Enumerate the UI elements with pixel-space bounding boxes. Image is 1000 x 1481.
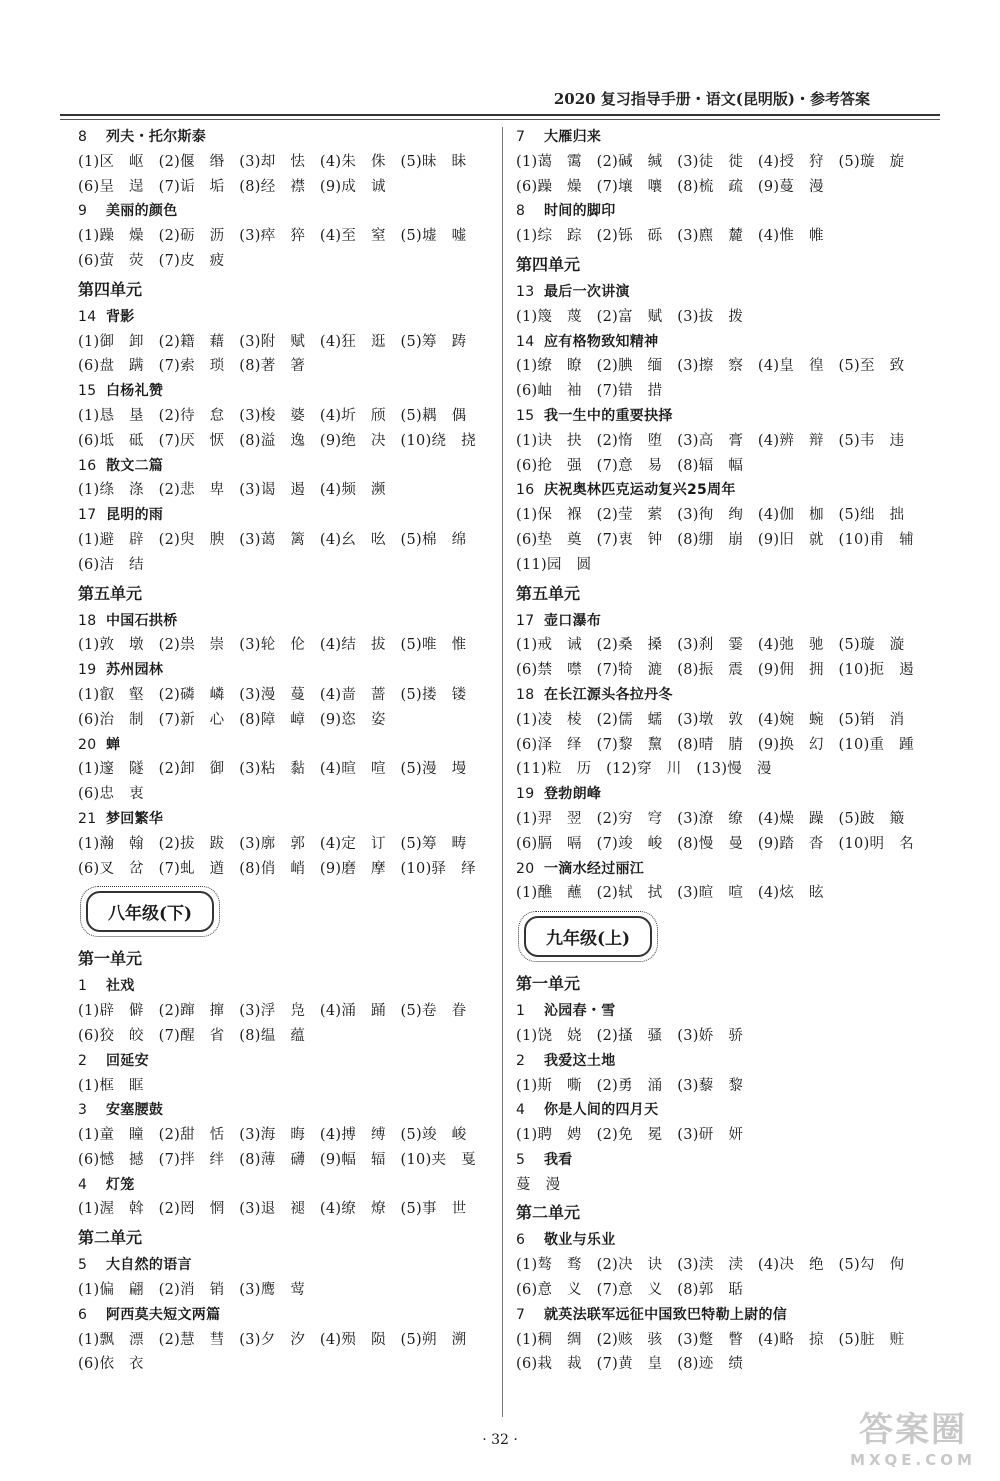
grade-banner <box>516 906 934 968</box>
lesson-heading <box>516 1148 934 1173</box>
lesson-title: 散文二篇 <box>106 457 164 474</box>
answer-line: (1)叡 壑 (2)磷 嶙 (3)漫 蔓 (4)啬 蔷 (5)搂 镂 <box>78 686 467 703</box>
lesson-number: 4 <box>78 1176 88 1193</box>
lesson-title: 我爱这土地 <box>544 1052 616 1069</box>
lesson-title: 大自然的语言 <box>106 1257 192 1274</box>
lesson-number: 18 <box>78 612 97 629</box>
lesson-title: 中国石拱桥 <box>106 612 178 629</box>
lesson-heading <box>516 857 934 882</box>
answer-line: (6)意 义 (7)意 义 (8)郭 聒 <box>516 1282 744 1299</box>
lesson-title: 回延安 <box>106 1052 149 1069</box>
lesson-heading <box>78 305 496 330</box>
header-rule <box>60 114 940 116</box>
answer-line: (6)垫 奠 (7)衷 钟 (8)绷 崩 (9)旧 就 (10)甫 辅 <box>516 531 914 548</box>
lesson-title: 苏州园林 <box>106 662 164 679</box>
lesson-heading <box>516 1303 934 1328</box>
lesson-number: 19 <box>78 662 97 679</box>
unit-heading: 第五单元 <box>516 583 581 603</box>
lesson-number: 21 <box>78 810 97 827</box>
answer-line: (1)飘 漂 (2)慧 彗 (3)夕 汐 (4)殒 陨 (5)朔 溯 <box>78 1331 467 1348</box>
lesson-heading <box>78 807 496 832</box>
lesson-title: 大雁归来 <box>544 129 602 145</box>
answer-line: (1)御 卸 (2)籍 藉 (3)附 赋 (4)狂 逛 (5)筹 踌 <box>78 333 467 350</box>
unit-heading: 第四单元 <box>78 279 143 299</box>
lesson-heading <box>516 404 934 429</box>
lesson-title: 蝉 <box>106 736 121 753</box>
lesson-heading <box>78 733 496 758</box>
answer-line: 蔓 漫 <box>516 1176 561 1193</box>
lesson-heading <box>516 330 934 355</box>
lesson-title: 登勃朗峰 <box>544 786 602 803</box>
lesson-heading <box>78 974 496 999</box>
lesson-title: 灯笼 <box>106 1176 135 1193</box>
lesson-number: 2 <box>78 1052 88 1069</box>
answer-line: (1)诀 抉 (2)惰 堕 (3)高 膏 (4)辨 辩 (5)韦 违 <box>516 432 905 449</box>
column-divider <box>502 127 503 1417</box>
lesson-number: 17 <box>78 507 97 524</box>
answer-line: (1)躁 燥 (2)砺 沥 (3)瘁 猝 (4)至 窒 (5)墟 嘘 <box>78 228 467 245</box>
answer-line: (1)斯 嘶 (2)勇 涌 (3)藜 黎 <box>516 1077 744 1094</box>
lesson-heading <box>78 379 496 404</box>
answer-line: (1)骜 骛 (2)决 诀 (3)渎 渎 (4)决 绝 (5)勾 佝 <box>516 1257 905 1274</box>
lesson-number: 20 <box>78 736 97 753</box>
answer-line: (6)憾 撼 (7)拌 绊 (8)薄 礴 (9)幅 辐 (10)夹 戛 <box>78 1151 476 1168</box>
answer-line: (1)综 踪 (2)铄 砾 (3)麃 麓 (4)惟 帷 <box>516 228 824 245</box>
lesson-heading <box>516 999 934 1024</box>
right-column <box>516 125 934 1377</box>
grade-banner <box>78 881 496 943</box>
answer-line: (6)栽 裁 (7)黄 皇 (8)迹 绩 <box>516 1356 744 1373</box>
answer-line: (1)聘 娉 (2)免 冕 (3)研 妍 <box>516 1127 744 1144</box>
page-header <box>60 86 940 120</box>
lesson-heading <box>78 125 496 150</box>
lesson-title: 敬业与乐业 <box>544 1232 616 1249</box>
lesson-title: 列夫・托尔斯泰 <box>106 129 207 145</box>
lesson-heading <box>78 658 496 683</box>
lesson-heading <box>516 199 934 224</box>
answer-line: (1)蔼 霭 (2)碱 缄 (3)徒 徙 (4)授 狩 (5)璇 旋 <box>516 153 905 170</box>
left-column <box>78 125 496 1377</box>
lesson-heading <box>516 478 934 503</box>
answer-line: (1)稠 绸 (2)赅 骇 (3)蹩 瞥 (4)略 掠 (5)脏 赃 <box>516 1331 905 1348</box>
lesson-number: 20 <box>516 860 535 877</box>
answer-line: (1)恳 垦 (2)待 怠 (3)梭 婆 (4)圻 颀 (5)耦 偶 <box>78 407 467 424</box>
lesson-title: 梦回繁华 <box>106 810 164 827</box>
lesson-heading <box>78 1098 496 1123</box>
lesson-heading <box>516 1098 934 1123</box>
lesson-title: 我看 <box>544 1151 573 1168</box>
unit-heading: 第五单元 <box>78 583 143 603</box>
answer-line: (6)忠 衷 <box>78 786 144 803</box>
answer-line: (6)躁 燥 (7)壤 嚷 (8)梳 疏 (9)蔓 漫 <box>516 178 824 195</box>
lesson-number: 14 <box>78 308 97 325</box>
lesson-heading <box>516 609 934 634</box>
lesson-number: 1 <box>516 1003 526 1020</box>
lesson-number: 7 <box>516 129 526 145</box>
answer-line: (1)绦 涤 (2)悲 卑 (3)谒 遏 (4)频 濒 <box>78 482 386 499</box>
lesson-title: 就英法联军远征中国致巴特勒上尉的信 <box>544 1306 788 1323</box>
unit-heading: 第一单元 <box>78 949 143 969</box>
unit-heading: 第二单元 <box>516 1203 581 1223</box>
answer-line: (1)避 辟 (2)臾 腴 (3)蔼 篱 (4)幺 吆 (5)棉 绵 <box>78 531 467 548</box>
header-rule-thin <box>60 119 940 120</box>
answer-line: (6)叉 岔 (7)虬 遒 (8)俏 峭 (9)磨 摩 (10)驿 绎 <box>78 860 476 877</box>
lesson-number: 5 <box>516 1151 526 1168</box>
lesson-heading <box>516 1049 934 1074</box>
lesson-title: 在长江源头各拉丹冬 <box>544 686 673 703</box>
lesson-number: 16 <box>78 457 97 474</box>
lesson-number: 19 <box>516 786 535 803</box>
answer-line: (1)区 岖 (2)偃 缗 (3)却 怯 (4)朱 侏 (5)昧 眛 <box>78 153 467 170</box>
answer-line: (1)童 瞳 (2)甜 恬 (3)海 晦 (4)搏 缚 (5)竣 峻 <box>78 1127 467 1144</box>
lesson-number: 15 <box>78 383 97 400</box>
answer-line: (1)戒 诫 (2)桑 搡 (3)刹 霎 (4)弛 驰 (5)璇 漩 <box>516 637 905 654</box>
answer-line: (1)瀚 翰 (2)拔 跋 (3)廓 郭 (4)定 订 (5)筹 畴 <box>78 835 467 852</box>
answer-line: (1)渥 斡 (2)罔 惘 (3)退 褪 (4)缭 燎 (5)事 世 <box>78 1201 467 1218</box>
answer-line: (6)洁 结 <box>78 556 144 573</box>
unit-heading: 第四单元 <box>516 254 581 274</box>
answer-line: (1)邃 隧 (2)卸 御 (3)粘 黏 (4)暄 喧 (5)漫 墁 <box>78 761 467 778</box>
lesson-title: 社戏 <box>106 978 135 995</box>
lesson-heading <box>78 1253 496 1278</box>
answer-line: (6)狡 皎 (7)醒 省 (8)缊 蕴 <box>78 1027 306 1044</box>
answer-line: (11)园 圆 <box>516 556 592 573</box>
lesson-number: 16 <box>516 482 535 499</box>
lesson-number: 3 <box>78 1102 88 1119</box>
answer-line: (1)敦 墩 (2)祟 崇 (3)轮 伦 (4)结 拔 (5)唯 惟 <box>78 637 467 654</box>
lesson-number: 1 <box>78 978 88 995</box>
lesson-title: 背影 <box>106 308 135 325</box>
lesson-heading <box>78 609 496 634</box>
lesson-number: 15 <box>516 407 535 424</box>
answer-line: (11)粒 历 (12)穿 川 (13)慢 漫 <box>516 761 772 778</box>
answer-line: (6)萤 荧 (7)皮 疲 <box>78 252 225 269</box>
header-title: 2020 复习指导手册・语文(昆明版)・参考答案 <box>553 90 870 108</box>
answer-line: (1)凌 棱 (2)儒 蠕 (3)墩 敦 (4)婉 蜿 (5)销 消 <box>516 711 905 728</box>
lesson-title: 沁园春・雪 <box>544 1003 616 1020</box>
answer-line: (1)偏 翩 (2)消 销 (3)鹰 莺 <box>78 1282 306 1299</box>
answer-line: (1)醮 蘸 (2)轼 拭 (3)暄 喧 (4)炫 眩 <box>516 885 824 902</box>
lesson-title: 你是人间的四月天 <box>544 1102 659 1119</box>
watermark-logo <box>838 1409 988 1475</box>
lesson-heading <box>516 683 934 708</box>
lesson-number: 5 <box>78 1257 88 1274</box>
lesson-title: 时间的脚印 <box>544 203 616 220</box>
lesson-title: 白杨礼赞 <box>106 383 164 400</box>
answer-line: (6)岫 袖 (7)错 措 <box>516 383 663 400</box>
lesson-heading <box>78 199 496 224</box>
lesson-heading <box>78 1303 496 1328</box>
answer-line: (6)依 衣 <box>78 1356 144 1373</box>
answer-line: (6)泽 绎 (7)黎 黧 (8)晴 腈 (9)换 幻 (10)重 踵 <box>516 736 914 753</box>
lesson-heading <box>516 125 934 150</box>
answer-line: (6)呈 逞 (7)诟 垢 (8)经 襟 (9)成 诚 <box>78 178 386 195</box>
lesson-heading <box>78 1173 496 1198</box>
answer-line: (1)框 眶 <box>78 1077 144 1094</box>
answer-line: (6)盘 蹒 (7)索 琐 (8)著 箸 <box>78 358 306 375</box>
lesson-heading <box>78 454 496 479</box>
lesson-number: 6 <box>78 1306 88 1323</box>
answer-line: (6)抢 强 (7)意 易 (8)辐 幅 <box>516 457 744 474</box>
unit-heading: 第一单元 <box>516 974 581 994</box>
lesson-heading <box>516 782 934 807</box>
lesson-heading <box>516 1228 934 1253</box>
lesson-title: 我一生中的重要抉择 <box>544 407 673 424</box>
lesson-number: 14 <box>516 333 535 350</box>
answer-line: (1)辟 僻 (2)蹿 撺 (3)浮 凫 (4)涌 踊 (5)卷 眷 <box>78 1003 467 1020</box>
answer-line: (1)保 褓 (2)莹 萦 (3)徇 绚 (4)伽 枷 (5)绌 拙 <box>516 507 905 524</box>
answer-line: (6)坻 砥 (7)厌 恹 (8)溢 逸 (9)绝 决 (10)绕 挠 <box>78 432 476 449</box>
lesson-title: 昆明的雨 <box>106 507 164 524</box>
watermark-line2: MXQE.COM <box>850 1451 976 1469</box>
page-number: · 32 · <box>482 1432 518 1448</box>
lesson-heading <box>78 1049 496 1074</box>
lesson-title: 最后一次讲演 <box>544 283 630 300</box>
answer-line: (6)治 制 (7)新 心 (8)障 嶂 (9)恣 姿 <box>78 711 386 728</box>
grade-label: 八年级(下) <box>86 891 214 932</box>
unit-heading: 第二单元 <box>78 1228 143 1248</box>
lesson-heading <box>78 503 496 528</box>
answer-line: (6)禁 噤 (7)犄 漉 (8)振 震 (9)佣 拥 (10)扼 遏 <box>516 662 914 679</box>
answer-line: (1)羿 翌 (2)穷 穹 (3)潦 缭 (4)燥 躁 (5)跛 簸 <box>516 810 905 827</box>
lesson-number: 8 <box>516 203 526 220</box>
answer-line: (1)篾 蔑 (2)富 赋 (3)拔 拨 <box>516 308 744 325</box>
lesson-heading <box>516 280 934 305</box>
answer-line: (1)缭 瞭 (2)腆 缅 (3)擦 察 (4)皇 徨 (5)至 致 <box>516 358 905 375</box>
lesson-number: 4 <box>516 1102 526 1119</box>
lesson-title: 庆祝奥林匹克运动复兴25周年 <box>544 482 736 499</box>
lesson-number: 8 <box>78 129 88 145</box>
answer-line: (1)饶 娆 (2)搔 骚 (3)娇 骄 <box>516 1027 744 1044</box>
lesson-title: 应有格物致知精神 <box>544 333 659 350</box>
lesson-title: 美丽的颜色 <box>106 203 178 220</box>
lesson-title: 阿西莫夫短文两篇 <box>106 1306 221 1323</box>
lesson-title: 安塞腰鼓 <box>106 1102 164 1119</box>
lesson-number: 7 <box>516 1306 526 1323</box>
watermark-line1: 答案圈 <box>859 1410 967 1450</box>
lesson-number: 13 <box>516 283 535 300</box>
lesson-title: 一滴水经过丽江 <box>544 860 645 877</box>
answer-line: (6)膈 嗝 (7)竣 峻 (8)慢 曼 (9)踏 沓 (10)明 名 <box>516 835 914 852</box>
grade-label: 九年级(上) <box>524 916 652 957</box>
lesson-number: 9 <box>78 203 88 220</box>
lesson-title: 壶口瀑布 <box>544 612 602 629</box>
lesson-number: 18 <box>516 686 535 703</box>
lesson-number: 2 <box>516 1052 526 1069</box>
lesson-number: 17 <box>516 612 535 629</box>
lesson-number: 6 <box>516 1232 526 1249</box>
